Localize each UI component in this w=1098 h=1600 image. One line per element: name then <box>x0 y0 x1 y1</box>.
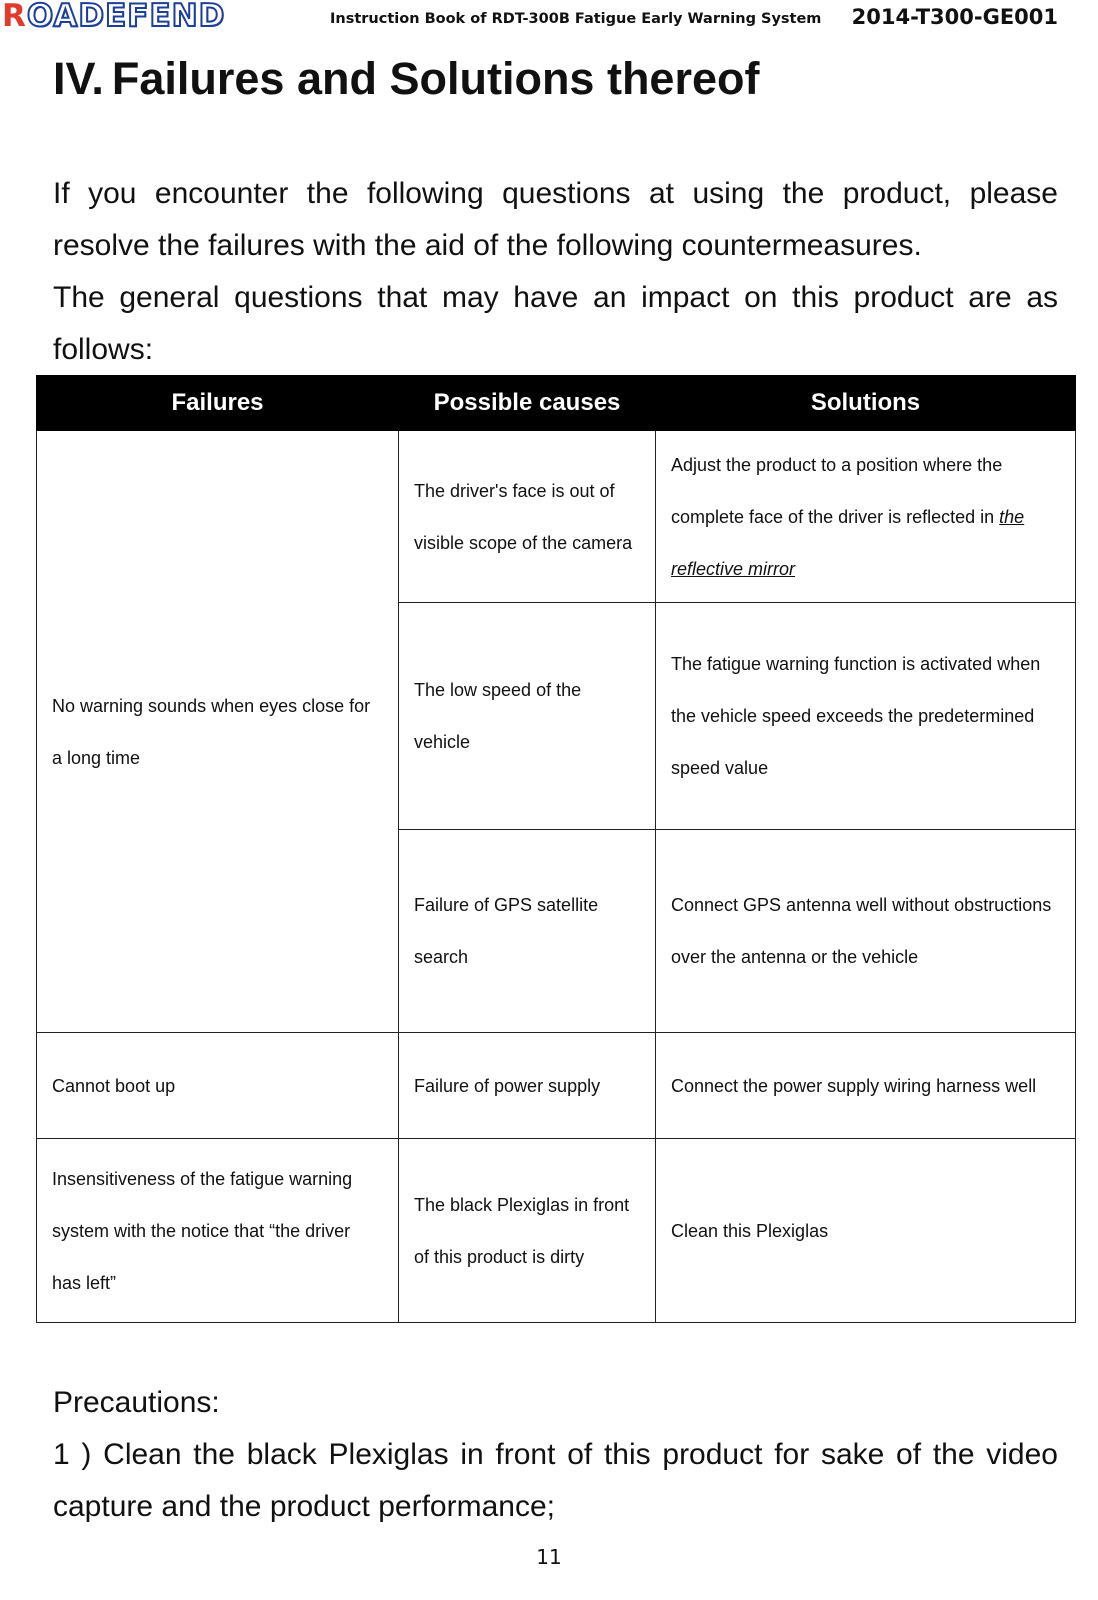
header-possible-causes: Possible causes <box>399 376 656 431</box>
table-row <box>37 1033 1076 1139</box>
header-failures: Failures <box>37 376 399 431</box>
document-title: Instruction Book of RDT-300B Fatigue Early Warning System <box>330 11 822 27</box>
precautions-section <box>53 1377 1058 1533</box>
cause-cell: The black Plexiglas in front of this product is dirty <box>399 1139 656 1323</box>
solution-text: Adjust the product to a position where the complete face of the driver is reflected in <box>671 454 1003 527</box>
intro-paragraph-2: The general questions that may have an impact on this product are as follows: <box>53 281 1058 366</box>
solution-cell <box>656 431 1076 603</box>
table-header-row <box>37 376 1076 431</box>
cause-cell: The driver's face is out of visible scope of the camera <box>399 431 656 603</box>
solution-cell: Clean this Plexiglas <box>656 1139 1076 1323</box>
solution-emphasis: the reflective mirror <box>671 506 1025 579</box>
intro-text <box>53 168 1058 376</box>
precaution-item: 1 ) Clean the black Plexiglas in front of this product for sake of the video capture and the product performance; <box>53 1438 1058 1523</box>
section-title: Failures and Solutions thereof <box>111 53 760 104</box>
failure-cell: Insensitiveness of the fatigue warning system with the notice that “the driver has left” <box>37 1139 399 1323</box>
failures-table <box>36 375 1076 1323</box>
section-number: IV. <box>53 53 104 104</box>
failure-cell: Cannot boot up <box>37 1033 399 1139</box>
solution-cell: The fatigue warning function is activated when the vehicle speed exceeds the predetermined speed value <box>656 603 1076 830</box>
header-solutions: Solutions <box>656 376 1076 431</box>
table-row <box>37 431 1076 603</box>
precautions-title: Precautions: <box>53 1386 220 1419</box>
cause-cell: Failure of GPS satellite search <box>399 830 656 1033</box>
document-code: 2014-T300-GE001 <box>851 5 1058 29</box>
intro-paragraph-1: If you encounter the following questions at using the product, please resolve the failures with the aid of the following countermeasures. <box>53 177 1058 262</box>
section-heading <box>53 50 759 108</box>
table-row <box>37 1139 1076 1323</box>
roadefend-logo: ROADEFEND <box>2 0 226 34</box>
solution-cell: Connect the power supply wiring harness well <box>656 1033 1076 1139</box>
failure-cell: No warning sounds when eyes close for a long time <box>37 431 399 1033</box>
page-number: 11 <box>536 1545 562 1569</box>
page-header <box>0 0 1098 40</box>
cause-cell: The low speed of the vehicle <box>399 603 656 830</box>
cause-cell: Failure of power supply <box>399 1033 656 1139</box>
solution-cell: Connect GPS antenna well without obstructions over the antenna or the vehicle <box>656 830 1076 1033</box>
